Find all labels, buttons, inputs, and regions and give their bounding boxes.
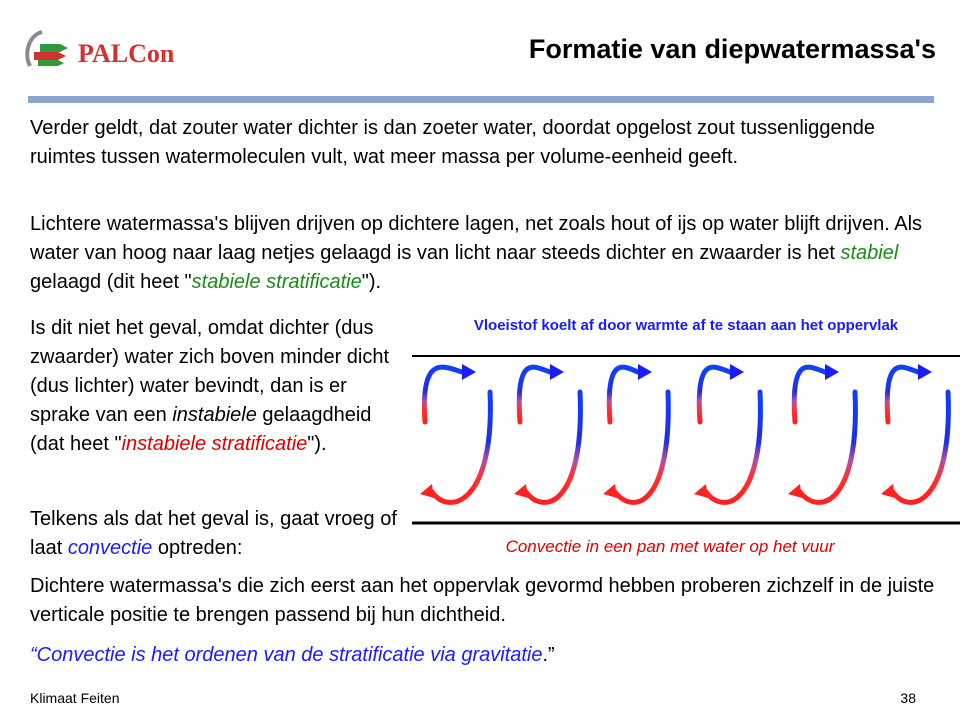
paragraph-unstable-stratification: Is dit niet het geval, omdat dichter (dus zwaarder) water zich boven minder dicht (dus lichter) water bevindt, dan is er sprake van een instabiele gelaagdheid (dat heet "instabiele stratificatie"). — [30, 317, 390, 455]
cell-4-left — [699, 367, 730, 422]
cell-3-left — [609, 367, 638, 422]
convection-diagram — [410, 312, 960, 530]
term-stabiele-stratificatie: stabiele stratificatie — [191, 271, 362, 293]
cell-2-left — [519, 367, 550, 422]
arrowhead-6-bottom — [881, 484, 895, 498]
cell-1-right — [432, 392, 490, 502]
paragraph-convection: Telkens als dat het geval is, gaat vroeg of laat convectie optreden: — [30, 508, 397, 559]
slide-title: Formatie van diepwatermassa's — [528, 34, 936, 64]
arrowhead-3-top — [638, 364, 652, 380]
arrowhead-6-top — [918, 364, 932, 380]
cell-2-right — [526, 392, 580, 502]
cell-4-right — [706, 392, 760, 502]
arrowhead-3-bottom — [603, 484, 617, 498]
paragraph-stable-stratification: Lichtere watermassa's blijven drijven op dichtere lagen, net zoals hout of ijs op water blijft drijven. Als water van hoog naar laag netjes gelaagd is van licht naar steeds dichter en zwaarder is het stabiel gelaagd (dit heet "stabiele stratificatie"). — [30, 213, 923, 293]
arrowhead-1-top — [462, 364, 476, 380]
paragraph-dense-masses: Dichtere watermassa's die zich eerst aan het oppervlak gevormd hebben proberen zichzelf in de juiste verticale positie te brengen passend bij hun dichtheid. — [30, 575, 935, 626]
cell-6-right — [893, 392, 948, 502]
diagram-caption: Convectie in een pan met water op het vuur — [505, 537, 835, 556]
diagram-top-label: Vloeistof koelt af door warmte af te staan aan het oppervlak — [473, 317, 899, 334]
page-number: 38 — [900, 690, 916, 706]
arrowhead-4-top — [730, 364, 744, 380]
cell-6-left — [887, 367, 918, 422]
quote-convection: “Convectie is het ordenen van de stratificatie via gravitatie.” — [30, 644, 555, 666]
cell-5-left — [794, 367, 825, 422]
cell-5-right — [800, 392, 855, 502]
arrowhead-2-top — [550, 364, 564, 380]
arrowhead-5-top — [825, 364, 839, 380]
arrowhead-5-bottom — [788, 484, 802, 498]
term-instabiele: instabiele — [172, 404, 257, 426]
arrowhead-2-bottom — [514, 484, 528, 498]
paragraph-salt-density: Verder geldt, dat zouter water dichter is dan zoeter water, doordat opgelost zout tussenliggende ruimtes tussen watermoleculen vult, wat meer massa per volume-eenheid geeft. — [30, 117, 875, 168]
cell-3-right — [615, 392, 668, 502]
logo-text: PALCon — [78, 39, 175, 68]
cell-1-left — [424, 367, 462, 422]
term-stabiel: stabiel — [840, 242, 899, 264]
arrowhead-4-bottom — [694, 484, 708, 498]
title-divider — [28, 96, 934, 103]
term-convectie: convectie — [67, 537, 153, 559]
footer-source: Klimaat Feiten — [30, 690, 120, 706]
term-instabiele-stratificatie: instabiele stratificatie — [121, 433, 308, 455]
arrowhead-1-bottom — [420, 484, 434, 498]
palcon-logo — [22, 24, 212, 82]
